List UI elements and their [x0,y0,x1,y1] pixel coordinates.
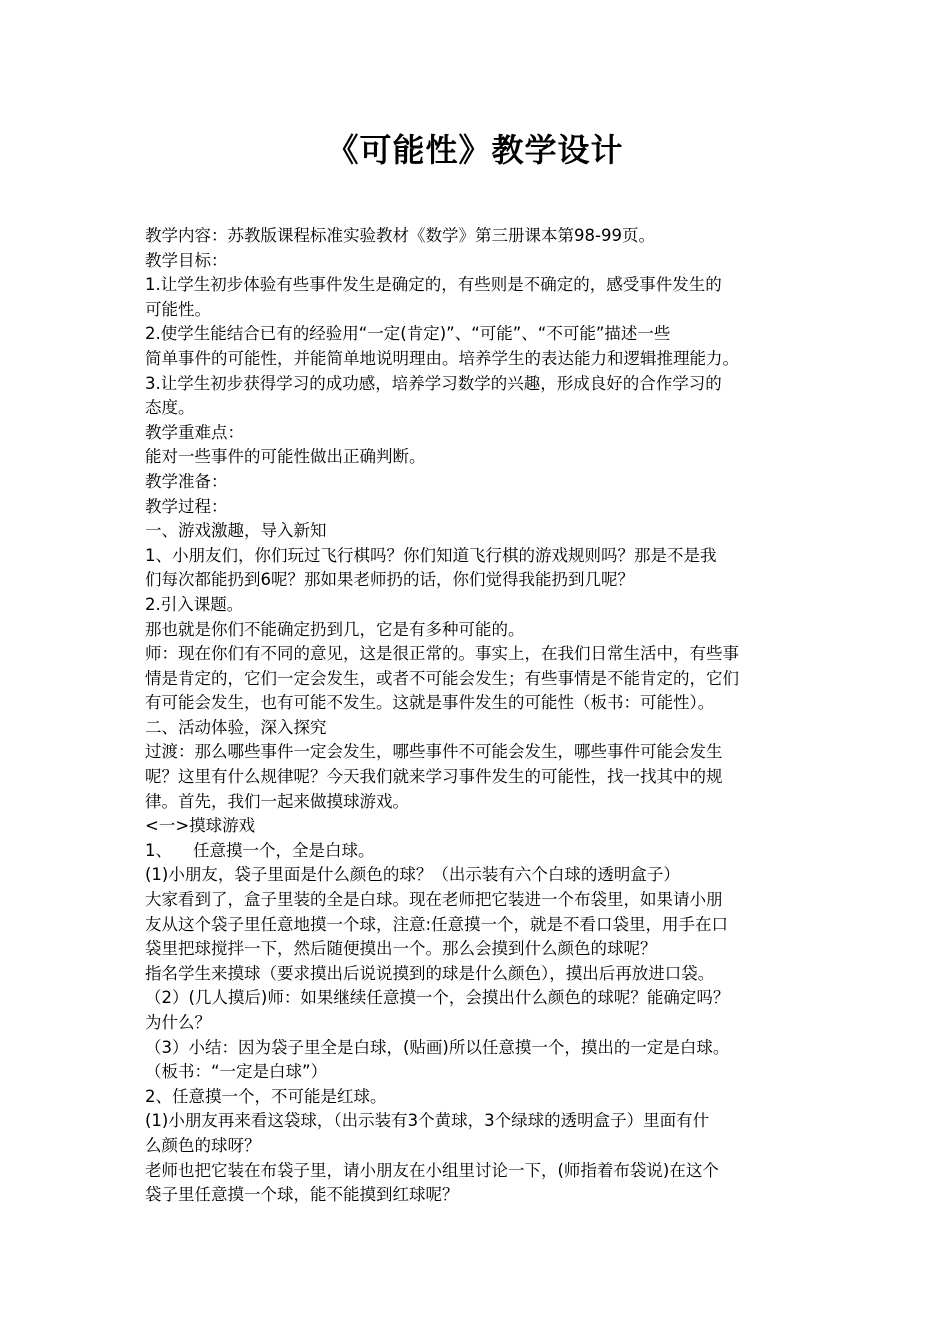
document-title: 《可能性》教学设计 [326,131,624,169]
text-line: 们每次都能扔到6呢？那如果老师扔的话，你们觉得我能扔到几呢？ [145,570,634,590]
text-line: 1.让学生初步体验有些事件发生是确定的，有些则是不确定的，感受事件发生的 [145,275,722,295]
text-line: 情是肯定的，它们一定会发生，或者不可能会发生；有些事情是不能肯定的，它们 [145,668,739,688]
text-line: 1、小朋友们，你们玩过飞行棋吗？你们知道飞行棋的游戏规则吗？那是不是我 [145,545,717,565]
text-line: 1、 任意摸一个，全是白球。 [145,840,375,860]
text-line: 可能性。 [145,299,211,319]
text-line: 教学过程： [145,496,228,516]
text-line: 教学内容：苏教版课程标准实验教材《数学》第三册课本第98-99页。 [145,226,655,245]
text-line: （板书：“一定是白球”） [145,1062,328,1082]
text-line: 那也就是你们不能确定扔到几，它是有多种可能的。 [145,619,525,639]
text-line: 大家看到了，盒子里装的全是白球。现在老师把它装进一个布袋里，如果请小朋 [145,890,723,910]
text-line: 一、游戏激趣，导入新知 [145,521,327,541]
text-line: 二、活动体验，深入探究 [145,717,327,737]
text-line: 呢？这里有什么规律呢？今天我们就来学习事件发生的可能性，找一找其中的规 [145,767,723,787]
text-line: （3）小结：因为袋子里全是白球，(贴画)所以任意摸一个，摸出的一定是白球。 [145,1037,730,1057]
text-line: 老师也把它装在布袋子里，请小朋友在小组里讨论一下，(师指着布袋说)在这个 [145,1160,719,1180]
document-body [145,224,815,1208]
text-line: 有可能会发生，也有可能不发生。这就是事件发生的可能性（板书：可能性）。 [145,693,715,713]
text-line: 过渡：那么哪些事件一定会发生，哪些事件不可能会发生，哪些事件可能会发生 [145,742,723,762]
text-line: 指名学生来摸球（要求摸出后说说摸到的球是什么颜色），摸出后再放进口袋。 [145,963,715,983]
text-line: 能对一些事件的可能性做出正确判断。 [145,447,426,467]
text-line: 友从这个袋子里任意地摸一个球，注意:任意摸一个，就是不看口袋里，用手在口 [145,914,729,934]
text-line: 么颜色的球呀？ [145,1135,261,1155]
text-line: 教学准备： [145,471,228,491]
text-line: 袋子里任意摸一个球，能不能摸到红球呢？ [145,1185,459,1205]
text-line: 师：现在你们有不同的意见，这是很正常的。事实上，在我们日常生活中，有些事 [145,644,739,664]
text-line: 2.使学生能结合已有的经验用“一定(肯定)”、“可能”、“不可能”描述一些 [145,324,671,344]
text-line: 教学重难点： [145,422,244,442]
text-line: 教学目标： [145,250,228,270]
text-line: 2、任意摸一个，不可能是红球。 [145,1086,387,1106]
text-line: 2.引入课题。 [145,594,244,614]
text-line: 袋里把球搅拌一下，然后随便摸出一个。那么会摸到什么颜色的球呢？ [145,939,657,959]
text-line: (1)小朋友再来看这袋球，（出示装有3个黄球，3个绿球的透明盒子）里面有什 [145,1111,710,1131]
text-line: 3.让学生初步获得学习的成功感，培养学习数学的兴趣，形成良好的合作学习的 [145,373,722,393]
text-line: <一>摸球游戏 [145,816,256,836]
text-line: 律。首先，我们一起来做摸球游戏。 [145,791,409,811]
text-line: 态度。 [145,398,195,418]
text-line: (1)小朋友，袋子里面是什么颜色的球？（出示装有六个白球的透明盒子） [145,865,680,885]
text-line: 简单事件的可能性，并能简单地说明理由。培养学生的表达能力和逻辑推理能力。 [145,348,739,368]
text-line: （2）(几人摸后)师：如果继续任意摸一个，会摸出什么颜色的球呢？能确定吗？ [145,988,730,1008]
text-line: 为什么？ [145,1013,211,1032]
